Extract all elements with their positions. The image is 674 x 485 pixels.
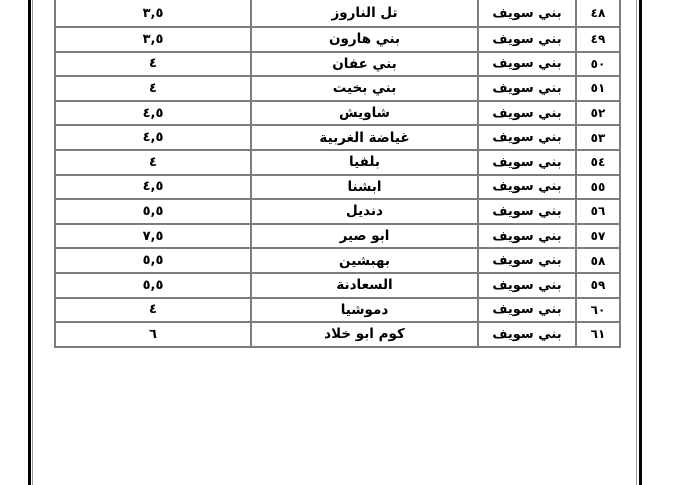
serial-number-cell: ٥٣ bbox=[576, 125, 620, 150]
table-row bbox=[55, 27, 620, 52]
place-name-cell: تل الناروز bbox=[251, 0, 478, 27]
value-cell: ٤,٥ bbox=[55, 125, 251, 150]
serial-number-cell: ٥٦ bbox=[576, 199, 620, 224]
value-cell: ٥,٥ bbox=[55, 273, 251, 298]
governorate-cell: بني سويف bbox=[478, 273, 576, 298]
value-cell: ٤ bbox=[55, 150, 251, 175]
table-row bbox=[55, 199, 620, 224]
value-cell: ٣,٥ bbox=[55, 27, 251, 52]
governorate-cell: بني سويف bbox=[478, 322, 576, 347]
place-name-cell: بني عفان bbox=[251, 52, 478, 77]
table-row bbox=[55, 76, 620, 101]
page-border-left-outer bbox=[28, 0, 31, 485]
place-name-cell: دنديل bbox=[251, 199, 478, 224]
governorate-cell: بني سويف bbox=[478, 0, 576, 27]
serial-number-cell: ٥٢ bbox=[576, 101, 620, 126]
governorate-cell: بني سويف bbox=[478, 175, 576, 200]
place-name-cell: بني هارون bbox=[251, 27, 478, 52]
serial-number-cell: ٥٧ bbox=[576, 224, 620, 249]
place-name-cell: بلفيا bbox=[251, 150, 478, 175]
value-cell: ٤ bbox=[55, 298, 251, 323]
value-cell: ٧,٥ bbox=[55, 224, 251, 249]
governorate-cell: بني سويف bbox=[478, 125, 576, 150]
table-row bbox=[55, 322, 620, 347]
table-row bbox=[55, 273, 620, 298]
serial-number-cell: ٤٨ bbox=[576, 0, 620, 27]
value-cell: ٥,٥ bbox=[55, 199, 251, 224]
place-name-cell: ابشنا bbox=[251, 175, 478, 200]
governorate-cell: بني سويف bbox=[478, 52, 576, 77]
table-row bbox=[55, 298, 620, 323]
value-cell: ٥,٥ bbox=[55, 248, 251, 273]
value-cell: ٤ bbox=[55, 52, 251, 77]
table-row bbox=[55, 175, 620, 200]
governorate-cell: بني سويف bbox=[478, 150, 576, 175]
table-row bbox=[55, 224, 620, 249]
page-border-right-inner bbox=[636, 0, 637, 485]
place-name-cell: كوم ابو خلاد bbox=[251, 322, 478, 347]
serial-number-cell: ٥٥ bbox=[576, 175, 620, 200]
serial-number-cell: ٥١ bbox=[576, 76, 620, 101]
place-name-cell: بني بخيت bbox=[251, 76, 478, 101]
page-border-left-inner bbox=[32, 0, 33, 485]
place-name-cell: ابو صير bbox=[251, 224, 478, 249]
place-name-cell: شاويش bbox=[251, 101, 478, 126]
table-row bbox=[55, 0, 620, 27]
place-name-cell: بهبشين bbox=[251, 248, 478, 273]
serial-number-cell: ٥٩ bbox=[576, 273, 620, 298]
governorate-cell: بني سويف bbox=[478, 27, 576, 52]
place-name-cell: دموشيا bbox=[251, 298, 478, 323]
serial-number-cell: ٦٠ bbox=[576, 298, 620, 323]
value-cell: ٤ bbox=[55, 76, 251, 101]
governorate-cell: بني سويف bbox=[478, 76, 576, 101]
table-row bbox=[55, 101, 620, 126]
places-table-body bbox=[55, 0, 620, 347]
table-row bbox=[55, 52, 620, 77]
place-name-cell: غياضة الغربية bbox=[251, 125, 478, 150]
place-name-cell: السعادنة bbox=[251, 273, 478, 298]
serial-number-cell: ٤٩ bbox=[576, 27, 620, 52]
table-row bbox=[55, 150, 620, 175]
serial-number-cell: ٥٨ bbox=[576, 248, 620, 273]
value-cell: ٦ bbox=[55, 322, 251, 347]
serial-number-cell: ٦١ bbox=[576, 322, 620, 347]
serial-number-cell: ٥٠ bbox=[576, 52, 620, 77]
value-cell: ٤,٥ bbox=[55, 175, 251, 200]
governorate-cell: بني سويف bbox=[478, 248, 576, 273]
places-table bbox=[54, 0, 621, 348]
serial-number-cell: ٥٤ bbox=[576, 150, 620, 175]
value-cell: ٣,٥ bbox=[55, 0, 251, 27]
table-row bbox=[55, 125, 620, 150]
value-cell: ٤,٥ bbox=[55, 101, 251, 126]
page-border-right-outer bbox=[639, 0, 642, 485]
governorate-cell: بني سويف bbox=[478, 101, 576, 126]
governorate-cell: بني سويف bbox=[478, 224, 576, 249]
governorate-cell: بني سويف bbox=[478, 298, 576, 323]
governorate-cell: بني سويف bbox=[478, 199, 576, 224]
table-row bbox=[55, 248, 620, 273]
